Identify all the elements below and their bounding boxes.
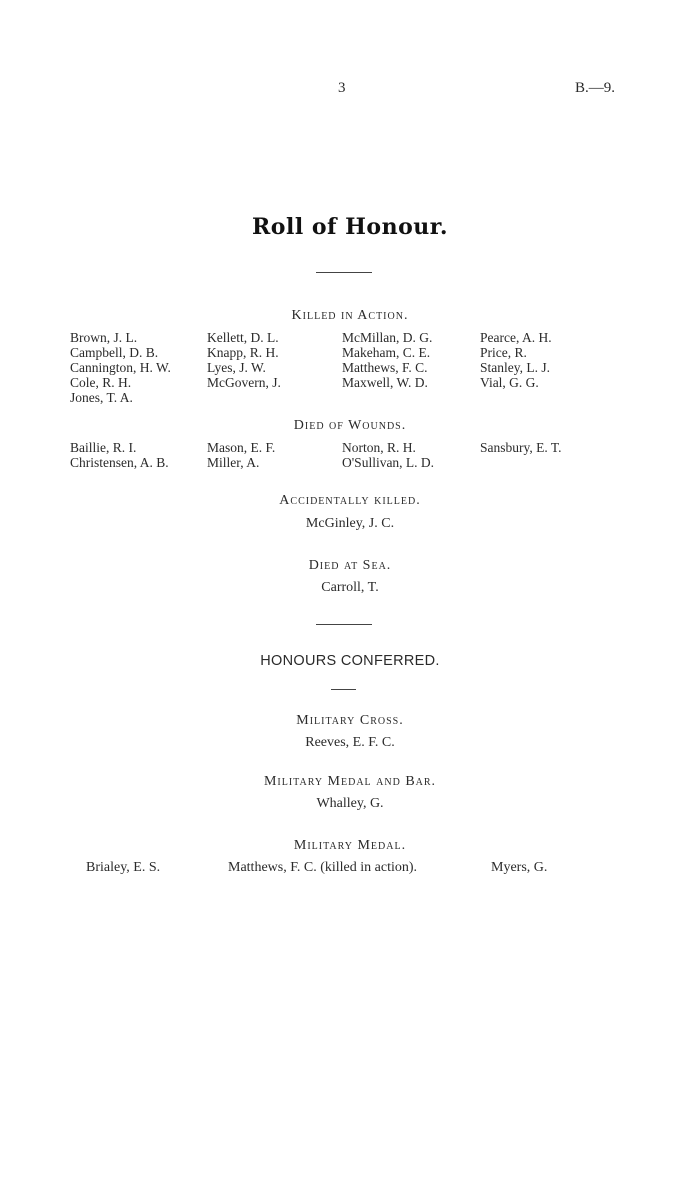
- list-item: Maxwell, W. D.: [342, 375, 428, 390]
- died-at-sea-heading: Died at Sea.: [308, 558, 392, 573]
- list-item: Pearce, A. H.: [480, 330, 552, 345]
- list-item: Mason, E. F.: [207, 440, 276, 455]
- military-medal-name-2: Matthews, F. C. (killed in action).: [228, 860, 418, 875]
- list-item: O'Sullivan, L. D.: [342, 455, 435, 470]
- wounds-column-3: [342, 440, 434, 470]
- killed-column-3: [342, 330, 432, 390]
- wounds-column-1: [70, 440, 169, 470]
- list-item: Jones, T. A.: [70, 390, 133, 405]
- list-item: McGovern, J.: [207, 375, 281, 390]
- medal-and-bar-name: Whalley, G.: [316, 796, 384, 811]
- list-item: Vial, G. G.: [480, 375, 539, 390]
- accidentally-killed-heading: Accidentally killed.: [279, 493, 421, 508]
- died-at-sea-name: Carroll, T.: [321, 580, 379, 595]
- killed-in-action-heading: Killed in Action.: [291, 308, 409, 323]
- military-medal-name-1: Brialey, E. S.: [86, 860, 161, 875]
- list-item: Price, R.: [480, 345, 527, 360]
- wounds-column-2: [207, 440, 275, 470]
- list-item: Campbell, D. B.: [70, 345, 159, 360]
- divider: [331, 689, 356, 690]
- divider: [316, 624, 372, 625]
- list-item: Norton, R. H.: [342, 440, 416, 455]
- list-item: Cannington, H. W.: [70, 360, 171, 375]
- killed-column-4: [480, 330, 552, 390]
- wounds-column-4: [480, 440, 562, 455]
- military-cross-heading: Military Cross.: [296, 713, 404, 728]
- list-item: Makeham, C. E.: [342, 345, 431, 360]
- honours-conferred-heading: HONOURS CONFERRED.: [260, 653, 440, 669]
- military-cross-name: Reeves, E. F. C.: [305, 735, 395, 750]
- page-number: 3: [338, 80, 346, 96]
- list-item: Sansbury, E. T.: [480, 440, 562, 455]
- died-of-wounds-heading: Died of Wounds.: [293, 418, 407, 433]
- list-item: Matthews, F. C.: [342, 360, 428, 375]
- killed-column-2: [207, 330, 281, 390]
- list-item: Brown, J. L.: [70, 330, 138, 345]
- list-item: Christensen, A. B.: [70, 455, 169, 470]
- document-reference: B.—9.: [575, 80, 616, 96]
- list-item: Knapp, R. H.: [207, 345, 279, 360]
- accidentally-killed-name: McGinley, J. C.: [305, 516, 395, 531]
- list-item: Stanley, L. J.: [480, 360, 550, 375]
- page-title: Roll of Honour.: [252, 214, 448, 240]
- list-item: Baillie, R. I.: [70, 440, 137, 455]
- military-medal-heading: Military Medal.: [293, 838, 407, 853]
- killed-column-1: [70, 330, 171, 405]
- list-item: Kellett, D. L.: [207, 330, 279, 345]
- military-medal-name-3: Myers, G.: [491, 860, 548, 875]
- list-item: Lyes, J. W.: [207, 360, 266, 375]
- divider: [316, 272, 372, 273]
- list-item: Cole, R. H.: [70, 375, 132, 390]
- medal-and-bar-heading: Military Medal and Bar.: [263, 774, 437, 789]
- list-item: Miller, A.: [207, 455, 260, 470]
- list-item: McMillan, D. G.: [342, 330, 433, 345]
